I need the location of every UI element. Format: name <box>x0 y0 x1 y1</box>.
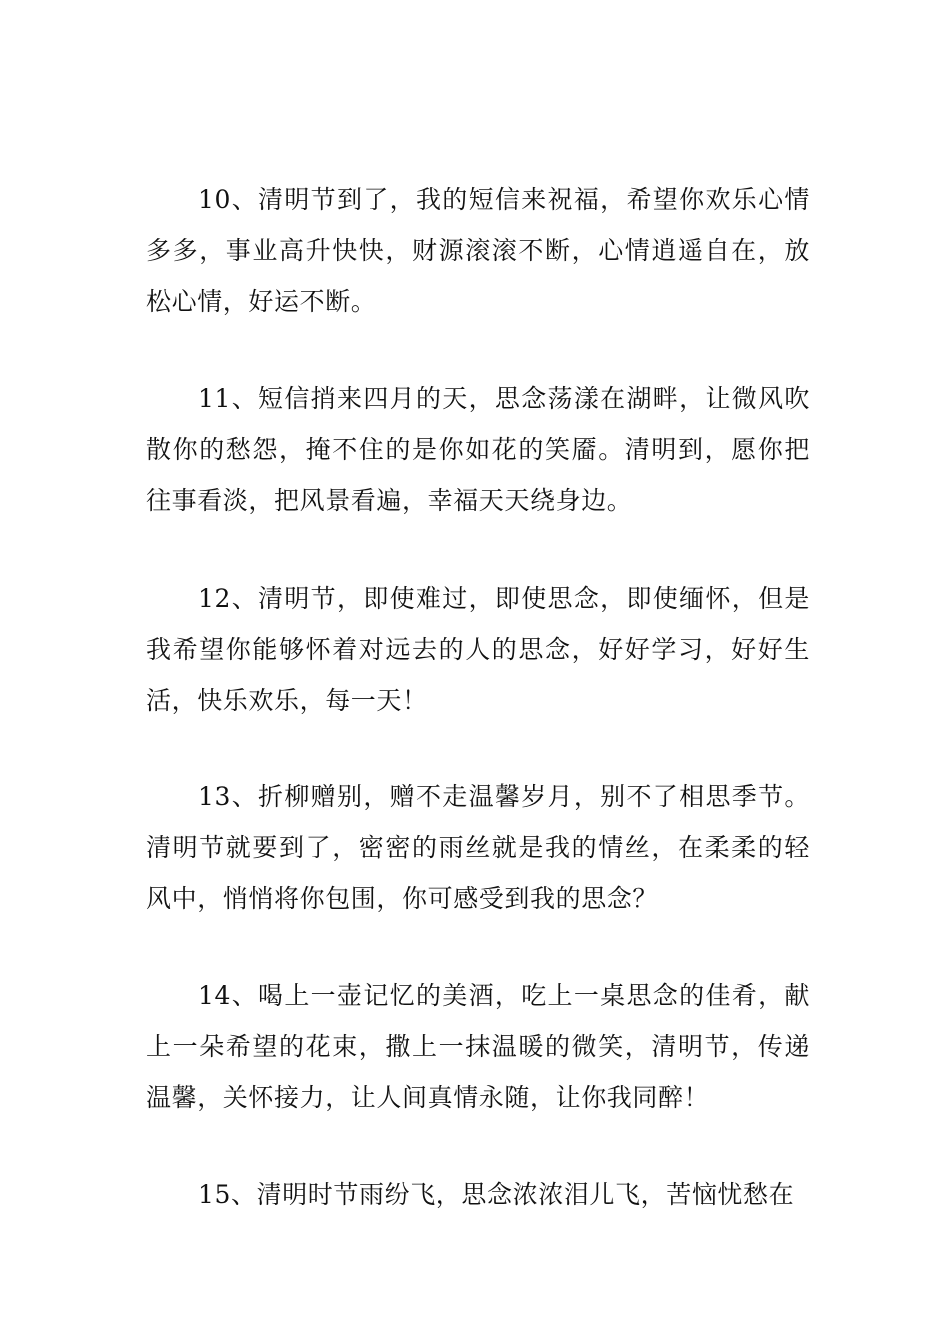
paragraph-13: 13、折柳赠别，赠不走温馨岁月，别不了相思季节。清明节就要到了，密密的雨丝就是我的情丝，在柔柔的轻风中，悄悄将你包围，你可感受到我的思念？ <box>146 782 810 913</box>
paragraph-15: 15、清明时节雨纷飞，思念浓浓泪儿飞，苦恼忧愁在 <box>198 1180 795 1209</box>
paragraph-10: 10、清明节到了，我的短信来祝福，希望你欢乐心情多多，事业高升快快，财源滚滚不断，心情逍遥自在，放松心情，好运不断。 <box>146 185 810 316</box>
paragraph-12: 12、清明节，即使难过，即使思念，即使缅怀，但是我希望你能够怀着对远去的人的思念，好好学习，好好生活，快乐欢乐，每一天！ <box>146 584 810 715</box>
paragraph-14: 14、喝上一壶记忆的美酒，吃上一桌思念的佳肴，献上一朵希望的花束，撒上一抹温暖的微笑，清明节，传递温馨，关怀接力，让人间真情永随，让你我同醉！ <box>146 981 810 1112</box>
paragraph-11: 11、短信捎来四月的天，思念荡漾在湖畔，让微风吹散你的愁怨，掩不住的是你如花的笑靥。清明到，愿你把往事看淡，把风景看遍，幸福天天绕身边。 <box>146 384 810 515</box>
